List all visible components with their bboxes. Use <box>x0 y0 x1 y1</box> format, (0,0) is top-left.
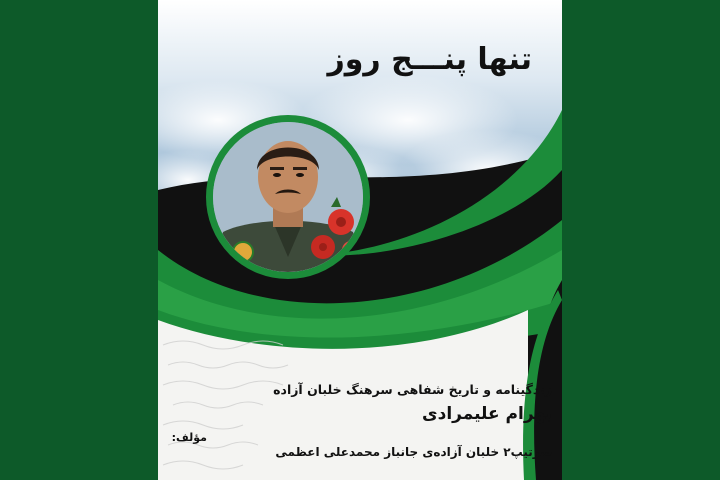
book-title: تنها پنـــج روز <box>327 42 532 77</box>
book-cover <box>158 0 562 480</box>
author-label: مؤلف: <box>171 431 207 444</box>
book-subtitle: زندگینامه و تاریخ شفاهی سرهنگ خلبان آزاده <box>273 382 552 397</box>
left-green-margin <box>0 0 158 480</box>
right-green-margin <box>562 0 720 480</box>
portrait-photo <box>213 122 363 272</box>
author-portrait <box>206 115 370 279</box>
subject-name: بهرام علیمرادی <box>422 404 552 424</box>
author-name: سرتیپ۲ خلبان آزاده‌ی جانباز محمدعلی اعظمی <box>275 445 552 459</box>
